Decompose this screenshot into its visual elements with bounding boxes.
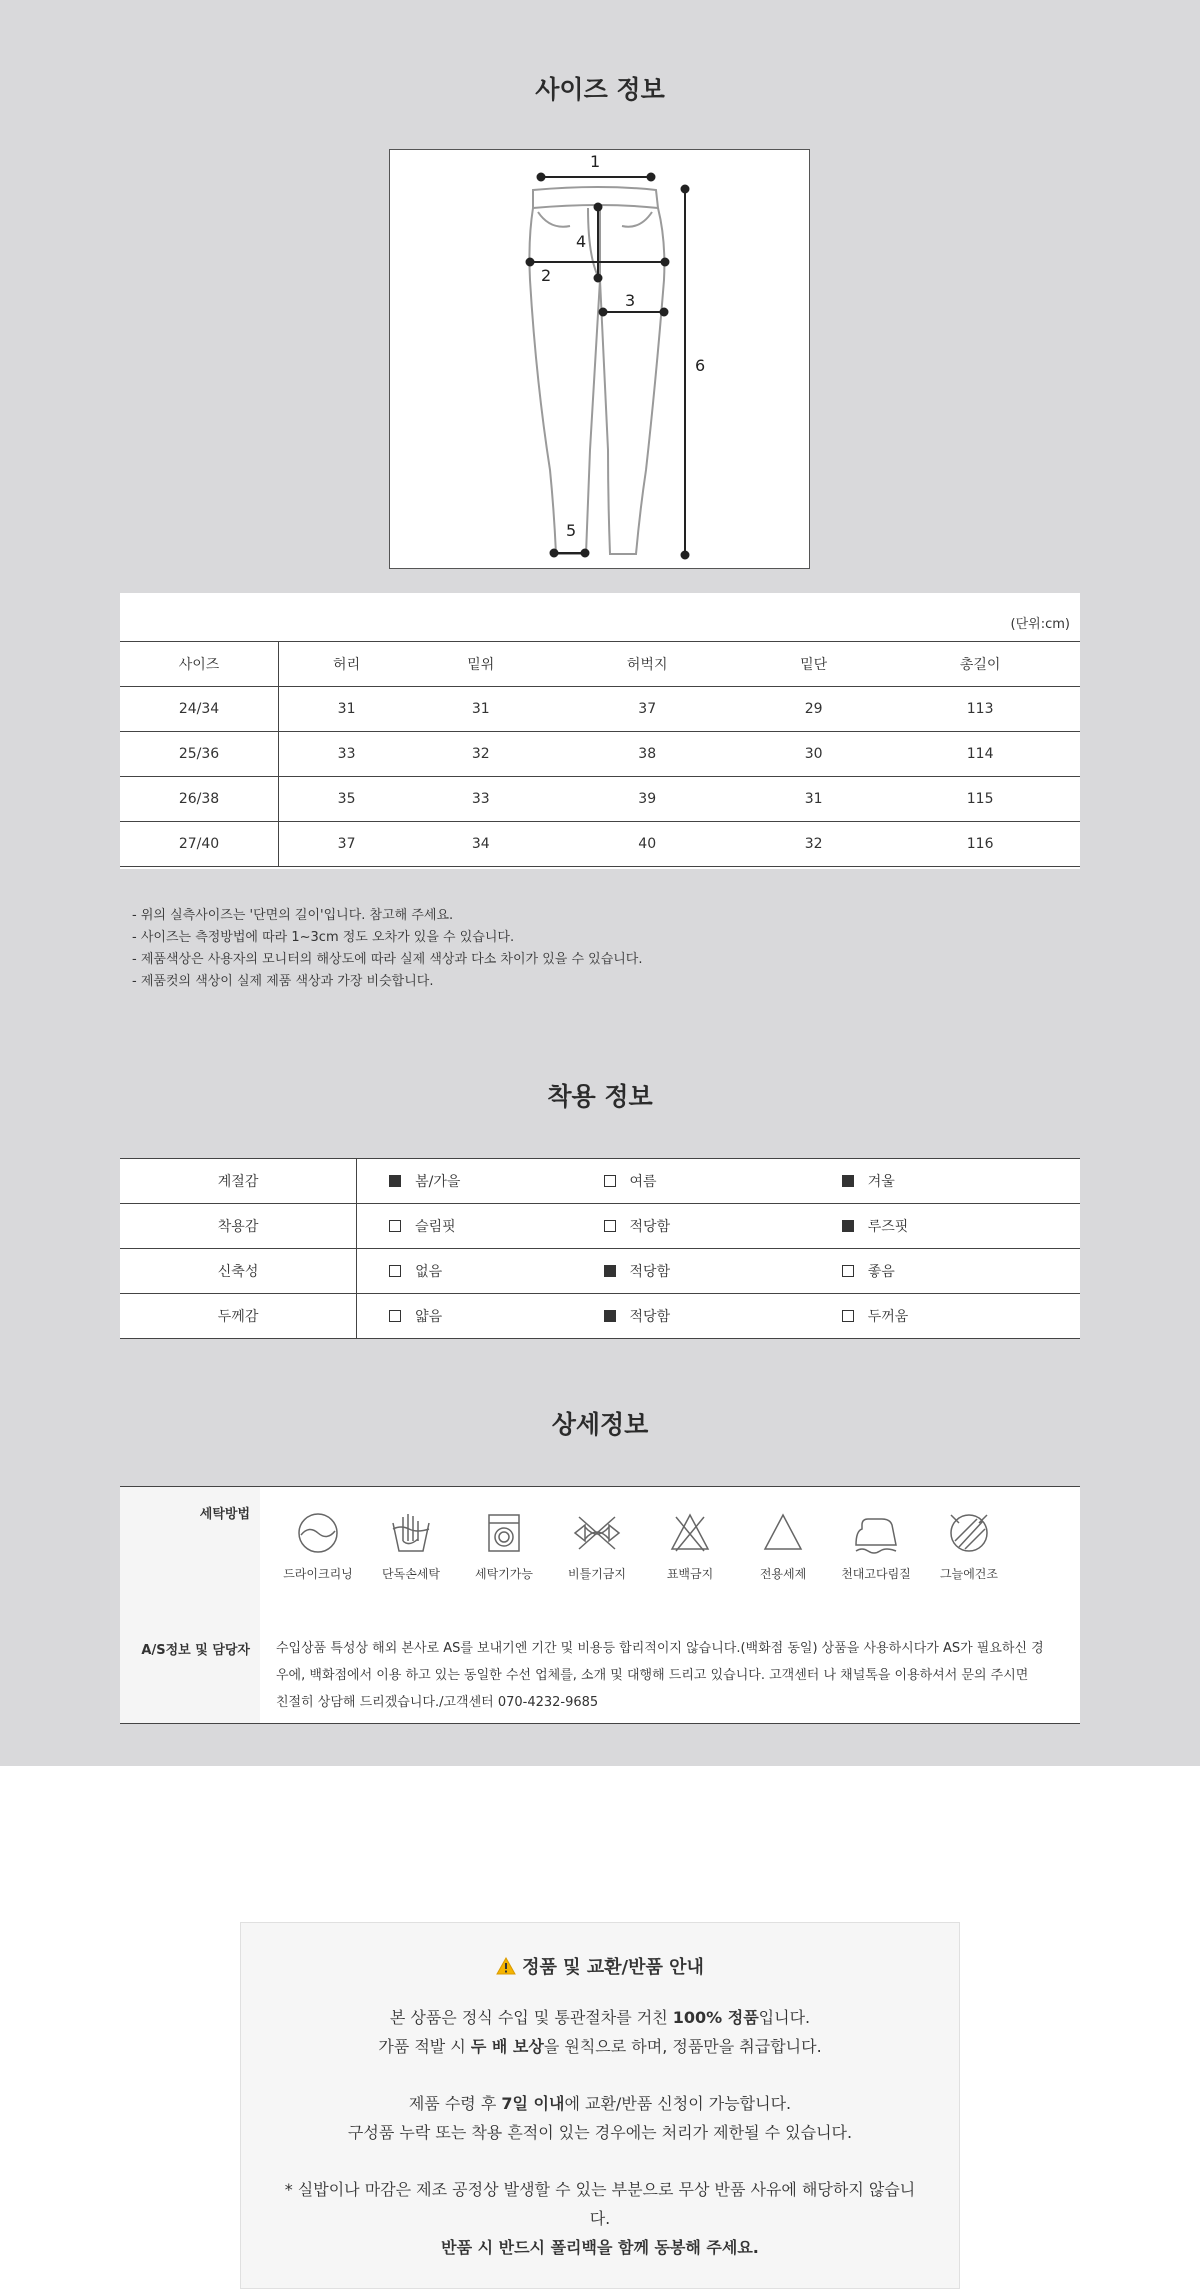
table-cell: 24/34 xyxy=(120,687,279,732)
table-cell: 29 xyxy=(747,687,880,732)
fit-option-label: 슬림핏 xyxy=(415,1219,456,1235)
fit-option-label: 적당함 xyxy=(629,1309,671,1325)
note-line: - 사이즈는 측정방법에 따라 1~3cm 정도 오차가 있을 수 있습니다. xyxy=(132,930,515,945)
fit-option xyxy=(604,1249,842,1294)
table-row xyxy=(120,822,1080,867)
wash-item-label: 단독손세탁 xyxy=(382,1567,440,1581)
table-cell: 31 xyxy=(279,687,415,732)
fit-option xyxy=(842,1204,1080,1249)
fit-table-panel xyxy=(120,1158,1080,1339)
table-row xyxy=(120,687,1080,732)
as-info-text xyxy=(276,1635,1066,1716)
checked-box-icon xyxy=(604,1265,616,1277)
unchecked-box-icon xyxy=(842,1265,854,1277)
fit-row xyxy=(120,1294,1080,1339)
size-table-panel xyxy=(120,593,1080,869)
fit-option xyxy=(604,1294,842,1339)
notice-title-text: 정품 및 교환/반품 안내 xyxy=(522,1957,704,1978)
wash-item xyxy=(366,1511,456,1582)
fit-option xyxy=(604,1204,842,1249)
pants-size-diagram xyxy=(389,149,810,569)
fit-option-label: 여름 xyxy=(629,1174,657,1190)
notice-line: * 실밥이나 마감은 제조 공정상 발생할 수 있는 부분으로 무상 반품 사유에 해당하지 않습니 xyxy=(284,2180,916,2199)
table-cell: 116 xyxy=(880,822,1080,867)
table-cell: 32 xyxy=(747,822,880,867)
notice-text: 에 교환/반품 신청이 가능합니다. xyxy=(564,2094,792,2113)
detail-section-title: 상세정보 xyxy=(551,1410,649,1439)
wash-item-label: 전용세제 xyxy=(759,1567,807,1581)
notice-line xyxy=(241,2089,959,2118)
table-cell: 38 xyxy=(547,732,747,777)
table-cell: 115 xyxy=(880,777,1080,822)
detergent-icon xyxy=(761,1511,805,1555)
table-cell: 37 xyxy=(547,687,747,732)
fit-option-label: 없음 xyxy=(415,1264,443,1280)
table-cell: 34 xyxy=(414,822,547,867)
table-header: 허리 xyxy=(279,642,415,687)
table-cell: 31 xyxy=(747,777,880,822)
shade-dry-icon xyxy=(947,1511,991,1555)
diagram-label-4: 4 xyxy=(576,232,587,251)
table-header: 총길이 xyxy=(880,642,1080,687)
detail-label-column xyxy=(120,1487,260,1723)
unit-label: (단위:cm) xyxy=(1010,617,1070,632)
unchecked-box-icon xyxy=(389,1265,401,1277)
unchecked-box-icon xyxy=(389,1310,401,1322)
size-section-title: 사이즈 정보 xyxy=(535,75,665,104)
diagram-label-2: 2 xyxy=(541,266,552,285)
fit-table xyxy=(120,1158,1080,1339)
table-cell: 31 xyxy=(414,687,547,732)
notice-line xyxy=(241,2003,959,2032)
fit-option xyxy=(357,1294,604,1339)
notice-bold: 두 배 보상 xyxy=(470,2037,544,2056)
fit-option-label: 루즈핏 xyxy=(867,1219,909,1235)
iron-icon xyxy=(852,1511,900,1555)
notice-text: 제품 수령 후 xyxy=(408,2094,502,2113)
table-header: 밑위 xyxy=(414,642,547,687)
pants-diagram-svg xyxy=(390,150,809,568)
fit-row-label: 계절감 xyxy=(120,1159,357,1204)
fit-section-title: 착용 정보 xyxy=(547,1082,653,1111)
wash-item xyxy=(273,1511,363,1582)
unchecked-box-icon xyxy=(389,1220,401,1232)
diagram-label-5: 5 xyxy=(566,521,577,540)
fit-row xyxy=(120,1159,1080,1204)
table-cell: 25/36 xyxy=(120,732,279,777)
table-cell: 39 xyxy=(547,777,747,822)
unchecked-box-icon xyxy=(842,1310,854,1322)
table-header: 허벅지 xyxy=(547,642,747,687)
wash-item-label: 그늘에건조 xyxy=(940,1567,998,1581)
table-cell: 27/40 xyxy=(120,822,279,867)
notice-line xyxy=(241,2032,959,2061)
fit-option-label: 봄/가을 xyxy=(415,1174,461,1190)
note-line: - 제품컷의 색상이 실제 제품 색상과 가장 비슷합니다. xyxy=(132,974,434,989)
fit-option xyxy=(357,1249,604,1294)
fit-row-label: 신축성 xyxy=(120,1249,357,1294)
fit-option xyxy=(842,1294,1080,1339)
table-cell: 30 xyxy=(747,732,880,777)
table-header: 사이즈 xyxy=(120,642,279,687)
notice-text: 가품 적발 시 xyxy=(378,2037,471,2056)
as-info-label: A/S정보 및 담당자 xyxy=(141,1643,250,1658)
table-row xyxy=(120,777,1080,822)
dry-clean-icon xyxy=(296,1511,340,1555)
notice-bold: 100% 정품 xyxy=(672,2008,759,2027)
unchecked-box-icon xyxy=(604,1220,616,1232)
as-info-line: 수입상품 특성상 해외 본사로 AS를 보내기엔 기간 및 비용등 합리적이지 않습니다.(백화점 동일) 상품을 사용하시다가 AS가 필요하신 경 xyxy=(276,1641,1044,1656)
wash-item-label: 천대고다림질 xyxy=(841,1567,911,1581)
wash-item xyxy=(459,1511,549,1582)
checked-box-icon xyxy=(842,1175,854,1187)
note-line: - 제품색상은 사용자의 모니터의 해상도에 따라 실제 색상과 다소 차이가 있을 수 있습니다. xyxy=(132,952,643,967)
fit-option xyxy=(842,1249,1080,1294)
table-cell: 26/38 xyxy=(120,777,279,822)
wash-item xyxy=(645,1511,735,1582)
notice-bold: 7일 이내 xyxy=(501,2094,565,2113)
table-header-row xyxy=(120,642,1080,687)
notice-text: 을 원칙으로 하며, 정품만을 취급합니다. xyxy=(543,2037,822,2056)
as-info-line: 친절히 상담해 드리겠습니다./고객센터 070-4232-9685 xyxy=(276,1695,599,1710)
notice-line: 다. xyxy=(589,2209,611,2228)
hand-wash-icon xyxy=(389,1511,433,1555)
fit-row-label: 착용감 xyxy=(120,1204,357,1249)
fit-option-label: 얇음 xyxy=(415,1309,443,1325)
no-wring-icon xyxy=(571,1511,623,1555)
table-header: 밑단 xyxy=(747,642,880,687)
wash-item xyxy=(552,1511,642,1582)
checked-box-icon xyxy=(842,1220,854,1232)
warning-icon xyxy=(496,1957,516,1975)
table-cell: 35 xyxy=(279,777,415,822)
fit-option xyxy=(357,1204,604,1249)
note-line: - 위의 실측사이즈는 '단면의 길이'입니다. 참고해 주세요. xyxy=(132,908,454,923)
exchange-notice-box xyxy=(240,1922,960,2289)
wash-method-label: 세탁방법 xyxy=(199,1507,250,1522)
detail-panel xyxy=(120,1486,1080,1724)
fit-option-label: 두꺼움 xyxy=(867,1309,909,1325)
diagram-label-6: 6 xyxy=(695,356,706,375)
fit-option-label: 겨울 xyxy=(867,1174,895,1190)
unchecked-box-icon xyxy=(604,1175,616,1187)
fit-row-label: 두께감 xyxy=(120,1294,357,1339)
table-row xyxy=(120,732,1080,777)
washing-machine-icon xyxy=(482,1511,526,1555)
wash-item-label: 드라이크리닝 xyxy=(283,1567,353,1581)
size-table xyxy=(120,641,1080,867)
wash-item xyxy=(924,1511,1014,1582)
checked-box-icon xyxy=(389,1175,401,1187)
wash-item-label: 비틀기금지 xyxy=(568,1567,626,1581)
table-cell: 33 xyxy=(279,732,415,777)
fit-row xyxy=(120,1204,1080,1249)
notice-line: 반품 시 반드시 폴리백을 함께 동봉해 주세요. xyxy=(441,2238,759,2257)
table-cell: 37 xyxy=(279,822,415,867)
fit-option xyxy=(357,1159,604,1204)
diagram-label-1: 1 xyxy=(590,152,601,171)
wash-item xyxy=(831,1511,921,1582)
notice-title xyxy=(241,1953,959,1979)
no-bleach-icon xyxy=(668,1511,712,1555)
as-info-line: 우에, 백화점에서 이용 하고 있는 동일한 수선 업체를, 소개 및 대행해 드리고 있습니다. 고객센터 나 채널톡을 이용하셔서 문의 주시면 xyxy=(276,1668,1029,1683)
table-cell: 40 xyxy=(547,822,747,867)
fit-option-label: 적당함 xyxy=(629,1264,671,1280)
notice-text: 입니다. xyxy=(758,2008,811,2027)
fit-option xyxy=(842,1159,1080,1204)
notice-line: 구성품 누락 또는 착용 흔적이 있는 경우에는 처리가 제한될 수 있습니다. xyxy=(347,2123,853,2142)
table-cell: 113 xyxy=(880,687,1080,732)
table-cell: 32 xyxy=(414,732,547,777)
table-cell: 114 xyxy=(880,732,1080,777)
diagram-label-3: 3 xyxy=(625,291,636,310)
checked-box-icon xyxy=(604,1310,616,1322)
fit-row xyxy=(120,1249,1080,1294)
wash-item xyxy=(738,1511,828,1582)
fit-option-label: 좋음 xyxy=(867,1264,895,1280)
notice-text: 본 상품은 정식 수입 및 통관절차를 거친 xyxy=(389,2008,673,2027)
wash-item-label: 세탁기가능 xyxy=(475,1567,533,1581)
table-cell: 33 xyxy=(414,777,547,822)
fit-option-label: 적당함 xyxy=(629,1219,671,1235)
wash-item-label: 표백금지 xyxy=(666,1567,714,1581)
fit-option xyxy=(604,1159,842,1204)
size-notes xyxy=(132,905,643,993)
